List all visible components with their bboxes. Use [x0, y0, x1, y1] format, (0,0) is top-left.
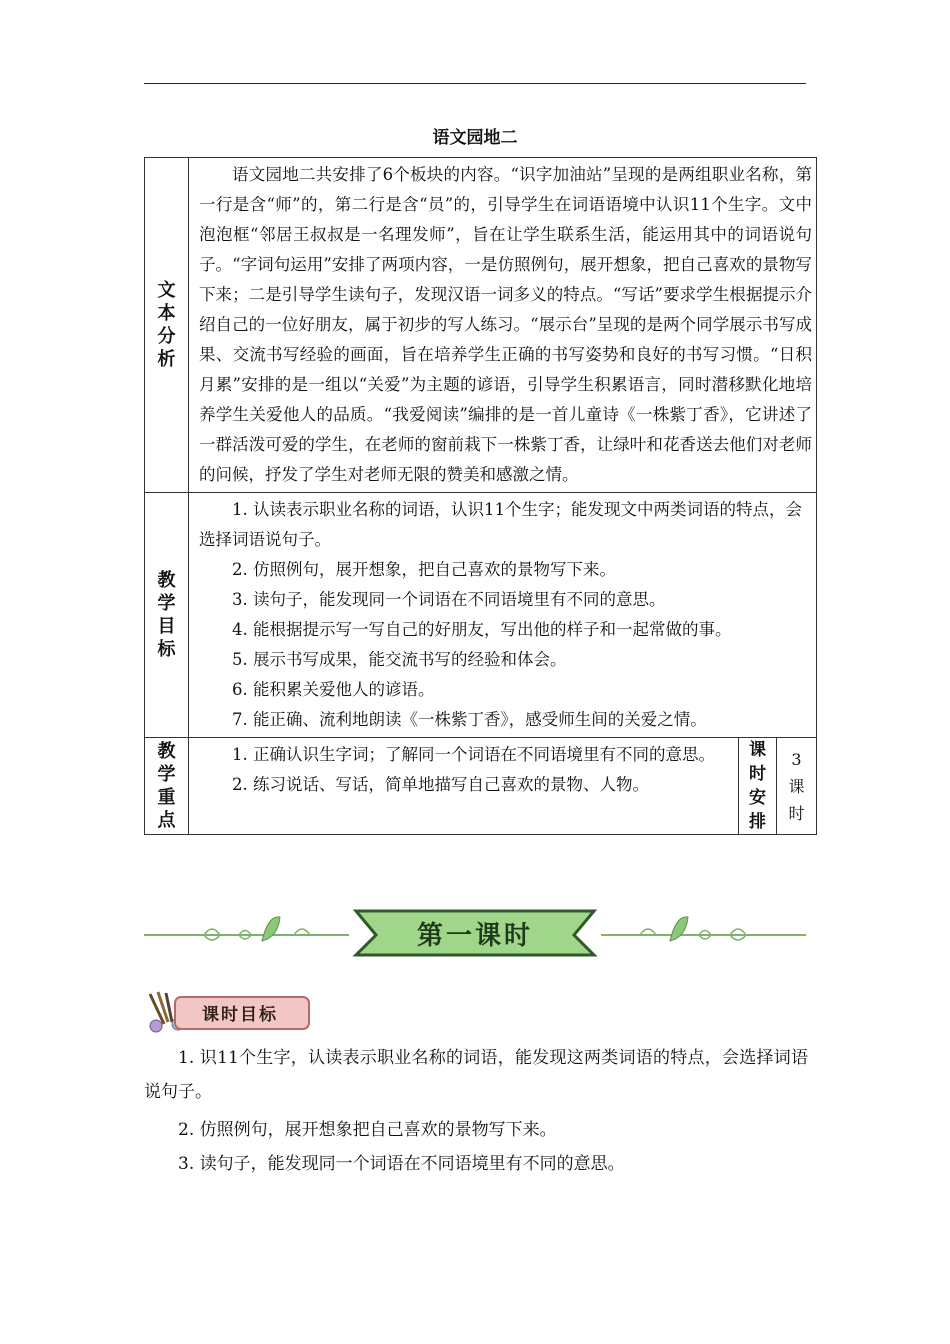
label-char: 分: [157, 326, 176, 347]
label-char: 点: [157, 810, 176, 831]
label-char: 学: [157, 764, 176, 785]
objective-item: 1. 识11个生字，认读表示职业名称的词语，能发现这两类词语的特点，会选择词语说句子。: [144, 1048, 808, 1102]
schedule-label: [739, 738, 777, 835]
row-text-analysis: [145, 158, 817, 493]
text-analysis-content: 语文园地二共安排了6个板块的内容。“识字加油站”呈现的是两组职业名称，第一行是含“师”的，第二行是含“员”的，引导学生在词语语境中认识11个生字。文中泡泡框“邻居王叔叔是一名理发师”，旨在让学生联系生活，能运用其中的词语说句子。“字词句运用”安排了两项内容，一是仿照例句，展开想象，把自己喜欢的景物写下来；二是引导学生读句子，发现汉语一词多义的特点。“写话”要求学生根据提示介绍自己的一位好朋友，属于初步的写人练习。“展示台”呈现的是两个同学展示书写成果、交流书写经验的画面，旨在培养学生正确的书写姿势和良好的书写习惯。“日积月累”安排的是一组以“关爱”为主题的谚语，引导学生积累语言，同时潜移默化地培养学生关爱他人的品质。“我爱阅读”编排的是一首儿童诗《一株紫丁香》，它讲述了一群活泼可爱的学生，在老师的窗前栽下一株紫丁香，让绿叶和花香送去他们对老师的问候，抒发了学生对老师无限的赞美和感激之情。: [199, 165, 812, 484]
focus-item: 2. 练习说话、写话，简单地描写自己喜欢的景物、人物。: [232, 775, 649, 794]
goal-item: 2. 仿照例句，展开想象，把自己喜欢的景物写下来。: [232, 560, 616, 579]
label-char: 析: [157, 349, 176, 370]
label-char: 本: [157, 303, 176, 324]
row-teaching-focus: [145, 738, 817, 835]
lesson-table: [144, 157, 817, 835]
label-char: 课: [749, 740, 766, 760]
label-teaching-goals: [145, 493, 189, 738]
objective-item: 3. 读句子，能发现同一个词语在不同语境里有不同的意思。: [178, 1154, 625, 1174]
schedule-char: 课: [788, 776, 805, 796]
label-char: 教: [157, 741, 176, 762]
schedule-value: [777, 738, 817, 835]
banner-title: 第一课时: [416, 921, 533, 951]
label-char: 教: [157, 570, 176, 591]
label-char: 标: [157, 639, 176, 660]
goal-item: 4. 能根据提示写一写自己的好朋友，写出他的样子和一起常做的事。: [232, 620, 732, 639]
text-analysis-cell: [189, 158, 817, 493]
badge-label: 课时目标: [202, 1005, 278, 1025]
label-char: 安: [749, 788, 766, 808]
objective-item: 2. 仿照例句，展开想象把自己喜欢的景物写下来。: [178, 1120, 557, 1140]
teaching-goals-cell: [189, 493, 817, 738]
label-char: 目: [157, 616, 176, 637]
teaching-focus-cell: [189, 738, 739, 835]
goal-item: 6. 能积累关爱他人的谚语。: [232, 680, 435, 699]
lesson-banner: [144, 905, 806, 957]
label-char: 时: [749, 764, 766, 784]
goal-item: 7. 能正确、流利地朗读《一株紫丁香》，感受师生间的关爱之情。: [232, 710, 707, 729]
label-text-analysis: [145, 158, 189, 493]
label-teaching-focus: [145, 738, 189, 835]
goal-item: 5. 展示书写成果，能交流书写的经验和体会。: [232, 650, 567, 669]
label-char: 学: [157, 593, 176, 614]
focus-item: 1. 正确认识生字词；了解同一个词语在不同语境里有不同的意思。: [232, 745, 715, 764]
label-char: 文: [157, 280, 176, 301]
label-char: 排: [749, 812, 766, 832]
objectives-badge: [144, 990, 314, 1034]
header-rule: [144, 83, 806, 84]
label-char: 重: [157, 787, 176, 808]
goal-item: 1. 认读表示职业名称的词语，认识11个生字；能发现文中两类词语的特点，会选择词语说句子。: [199, 500, 802, 549]
schedule-char: 3: [791, 749, 802, 769]
goal-item: 3. 读句子，能发现同一个词语在不同语境里有不同的意思。: [232, 590, 666, 609]
page-title: 语文园地二: [432, 128, 518, 148]
schedule-char: 时: [788, 803, 805, 823]
row-teaching-goals: [145, 493, 817, 738]
